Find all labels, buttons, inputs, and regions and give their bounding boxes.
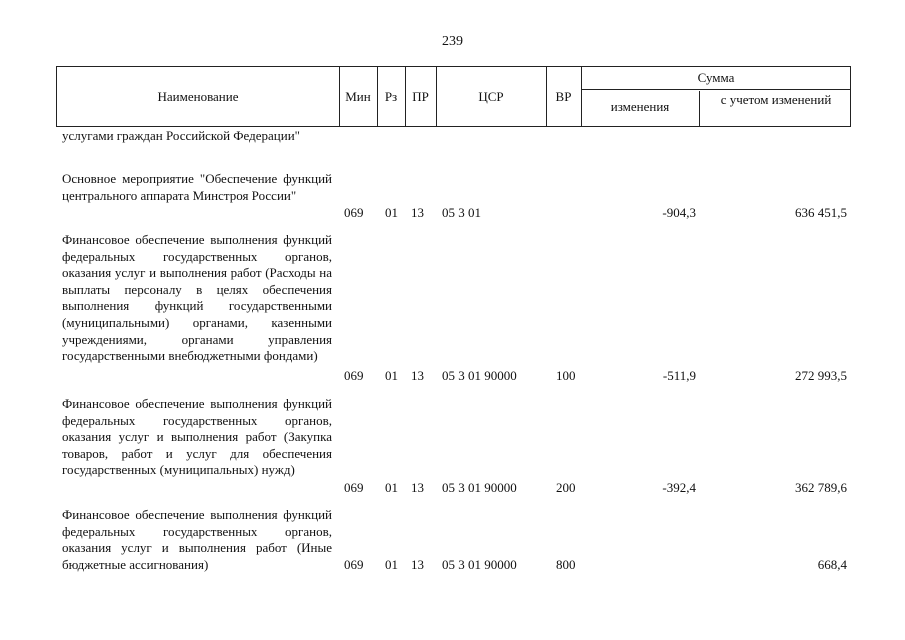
header-min: Мин (345, 89, 371, 104)
row-name: Основное мероприятие "Обеспечение функций центрального аппарата Минстроя России" (62, 171, 332, 203)
row-csr: 05 3 01 90000 (442, 368, 517, 383)
header-pr: ПР (412, 89, 429, 104)
row-pr: 13 (411, 205, 424, 220)
header-rz: Рз (384, 89, 398, 104)
row-csr: 05 3 01 90000 (442, 480, 517, 495)
row-pr: 13 (411, 368, 424, 383)
row-min: 069 (344, 368, 364, 383)
row-total: 668,4 (817, 557, 847, 572)
row-min: 069 (344, 205, 364, 220)
header-vr: ВР (555, 89, 572, 104)
row-min: 069 (344, 480, 364, 495)
row-changes: -511,9 (662, 368, 696, 383)
header-with-changes: с учетом изменений (720, 92, 832, 107)
row-vr: 200 (556, 480, 576, 495)
col-divider (699, 91, 700, 126)
row-name: Финансовое обеспечение выполнения функций федеральных государственных органов, оказания услуг и выполнения работ (Закупка товаров, работ и услуг для обеспечения государственных (муниципальных) нужд) (62, 396, 332, 478)
row-min: 069 (344, 557, 364, 572)
header-name: Наименование (157, 89, 239, 104)
row-name: Финансовое обеспечение выполнения функций федеральных государственных органов, оказания услуг и выполнения работ (Расходы на выплаты персоналу в целях обеспечения выполнения функций государственными (муниципальными) органами, казенными учреждениями, органами управления государственными внебюджетными фондами) (62, 232, 332, 364)
row-vr: 800 (556, 557, 576, 572)
row-total: 636 451,5 (795, 205, 847, 220)
row-name: услугами граждан Российской Федерации" (62, 128, 300, 143)
table-header (56, 66, 851, 127)
sum-divider (581, 89, 850, 90)
row-total: 362 789,6 (795, 480, 847, 495)
row-rz: 01 (385, 205, 398, 220)
row-changes: -904,3 (662, 205, 696, 220)
row-rz: 01 (385, 557, 398, 572)
row-changes: -392,4 (662, 480, 696, 495)
row-rz: 01 (385, 480, 398, 495)
row-vr: 100 (556, 368, 576, 383)
row-csr: 05 3 01 (442, 205, 481, 220)
header-changes: изменения (610, 99, 670, 114)
row-name: Финансовое обеспечение выполнения функций федеральных государственных органов, оказания услуг и выполнения работ (Иные бюджетные ассигнования) (62, 507, 332, 572)
row-pr: 13 (411, 557, 424, 572)
page-number: 239 (442, 34, 463, 49)
row-csr: 05 3 01 90000 (442, 557, 517, 572)
header-csr: ЦСР (478, 89, 504, 104)
header-sum: Сумма (697, 70, 735, 85)
row-total: 272 993,5 (795, 368, 847, 383)
row-rz: 01 (385, 368, 398, 383)
row-pr: 13 (411, 480, 424, 495)
